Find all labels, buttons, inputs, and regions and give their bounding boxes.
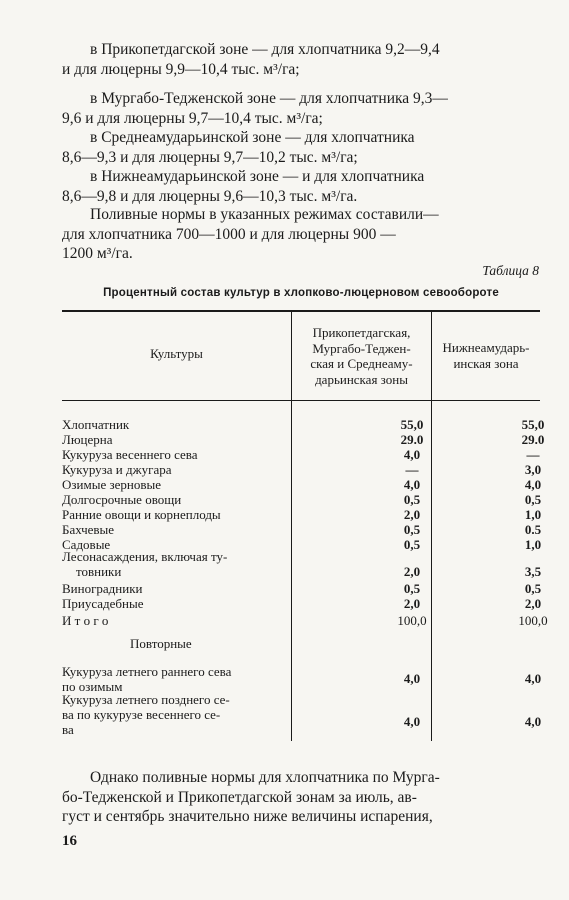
value-zone-2: 4,0 (524, 714, 542, 729)
header-zone-2 (432, 340, 540, 371)
value-zone-1: 55,0 (400, 417, 424, 432)
value-zone-1: 0,5 (403, 581, 421, 596)
value-zone-1: — (405, 462, 419, 477)
table-rule-top (62, 310, 540, 312)
label-line: Кукуруза летнего позднего се- (62, 692, 230, 707)
header-line: инская зона (453, 355, 519, 371)
header-cultures: Культуры (150, 346, 203, 361)
paragraph-line: в Среднеамударьинской зоне — для хлопчатника (90, 129, 415, 146)
table-row (62, 507, 540, 522)
paragraph-line: бо-Теджeнской и Прикопетдагской зонам за июль, ав- (62, 788, 417, 806)
label-line: Кукуруза и джугара (62, 462, 172, 477)
row-label (62, 596, 144, 611)
value-zone-1: 4,0 (403, 447, 421, 462)
row-label (62, 477, 161, 492)
row-label (62, 447, 198, 462)
value-zone-1: 2,0 (403, 564, 421, 579)
intro-paragraph (62, 128, 540, 167)
row-label (62, 507, 221, 522)
page-number: 16 (62, 833, 77, 849)
table-row (62, 596, 540, 611)
label-line: Долгосрочные овощи (62, 492, 182, 507)
value-zone-2: 0,5 (524, 492, 542, 507)
value-zone-1: 0,5 (403, 537, 421, 552)
intro-paragraph (62, 167, 540, 206)
row-label (62, 664, 231, 694)
row-label (62, 432, 112, 447)
paragraph-line: в Мургабо-Теджeнской зоне — для хлопчатника 9,3— (90, 90, 448, 107)
value-zone-1: 29.0 (400, 432, 424, 447)
label-line: Ранние овощи и корнеплоды (62, 507, 221, 522)
row-label (62, 549, 227, 579)
table-row (62, 613, 548, 628)
value-zone-1: 2,0 (403, 507, 421, 522)
paragraph-line: Поливные нормы в указанных режимах составили— (90, 206, 439, 223)
table-caption: Таблица 8 (482, 263, 539, 278)
label-line: Озимые зерновые (62, 477, 161, 492)
value-zone-1: 4,0 (403, 477, 421, 492)
label-line: товники (76, 564, 122, 579)
table-row (62, 522, 540, 537)
row-label (62, 613, 108, 628)
value-zone-2: 0.5 (524, 522, 542, 537)
table-rule-header (62, 400, 540, 401)
table-row (62, 581, 540, 596)
paragraph-line: в Нижнеамударьинской зоне — и для хлопчатника (90, 168, 425, 185)
label-line: Бахчевые (62, 522, 115, 537)
value-zone-1: 4,0 (403, 671, 421, 686)
row-label (62, 522, 114, 537)
header-line: дарьинская зоны (315, 371, 408, 387)
table-row (62, 477, 540, 492)
table-title: Процентный состав культур в хлопково-люцерновом севообороте (103, 287, 499, 299)
table-row (62, 462, 540, 477)
row-label (62, 492, 181, 507)
label-line: Кукуруза летнего раннего сева (62, 664, 232, 679)
label-line: Хлопчатник (62, 417, 130, 432)
header-line: Мургабо-Теджен- (312, 340, 411, 356)
value-zone-2: 100,0 (518, 613, 548, 628)
value-zone-2: 1,0 (524, 537, 542, 552)
row-label (62, 417, 129, 432)
intro-paragraph (62, 40, 540, 79)
header-zone-1 (292, 325, 431, 387)
row-label (62, 581, 143, 596)
label-line: Люцерна (62, 432, 113, 447)
value-zone-1: 100,0 (397, 613, 427, 628)
table-row (62, 447, 540, 462)
value-zone-2: 4,0 (524, 671, 542, 686)
value-zone-2: 55,0 (521, 417, 545, 432)
value-zone-2: 0,5 (524, 581, 542, 596)
header-line: ская и Среднеаму- (310, 356, 413, 371)
value-zone-1: 0,5 (403, 522, 421, 537)
paragraph-line: 8,6—9,3 и для люцерны 9,7—10,2 тыс. м³/га; (62, 148, 358, 166)
closing-paragraph (62, 768, 540, 827)
table-row (62, 417, 545, 432)
subheading-repeat: Повторные (130, 636, 192, 651)
paragraph-line: 1200 м³/га. (62, 245, 133, 262)
row-label (62, 462, 171, 477)
label-line: Садовые (62, 537, 111, 552)
label-line: И т о г о (62, 613, 109, 628)
intro-paragraph (62, 89, 540, 128)
table-row (62, 492, 540, 507)
value-zone-2: 4,0 (524, 477, 542, 492)
paragraph-line: Однако поливные нормы для хлопчатника по Мурга- (90, 769, 440, 786)
intro-paragraph (62, 205, 540, 264)
label-line: по озимым (62, 679, 123, 694)
value-zone-2: 29.0 (521, 432, 545, 447)
header-line: Прикопетдагская, (312, 325, 411, 340)
value-zone-2: 3,5 (524, 564, 542, 579)
row-label (62, 692, 230, 737)
paragraph-line: 8,6—9,8 и для люцерны 9,6—10,3 тыс. м³/га. (62, 187, 358, 205)
value-zone-1: 4,0 (403, 714, 421, 729)
paragraph-line: для хлопчатника 700—1000 и для люцерны 900 — (62, 225, 396, 243)
paragraph-line: 9,6 и для люцерны 9,7—10,4 тыс. м³/га; (62, 109, 323, 127)
label-line: ва по кукурузе весеннего се- (62, 707, 221, 722)
header-line: Нижнеамударь- (442, 340, 530, 355)
label-line: Кукуруза весеннего сева (62, 447, 198, 462)
table-row (62, 432, 545, 447)
table-row (62, 549, 542, 579)
table-row (62, 692, 542, 737)
paragraph-line: густ и сентябрь значительно ниже величины испарения, (62, 808, 433, 825)
value-zone-2: 1,0 (524, 507, 542, 522)
paragraph-line: в Прикопетдагской зоне — для хлопчатника 9,2—9,4 (90, 41, 440, 58)
value-zone-1: 0,5 (403, 492, 421, 507)
label-line: Виноградники (62, 581, 143, 596)
label-line: Лесонасаждения, включая ту- (62, 549, 228, 564)
value-zone-2: 2,0 (524, 596, 542, 611)
label-line: ва (62, 722, 74, 737)
value-zone-1: 2,0 (403, 596, 421, 611)
paragraph-line: и для люцерны 9,9—10,4 тыс. м³/га; (62, 60, 300, 78)
table-row (62, 664, 542, 694)
label-line: Приусадебные (62, 596, 144, 611)
value-zone-2: — (526, 447, 540, 462)
value-zone-2: 3,0 (524, 462, 542, 477)
